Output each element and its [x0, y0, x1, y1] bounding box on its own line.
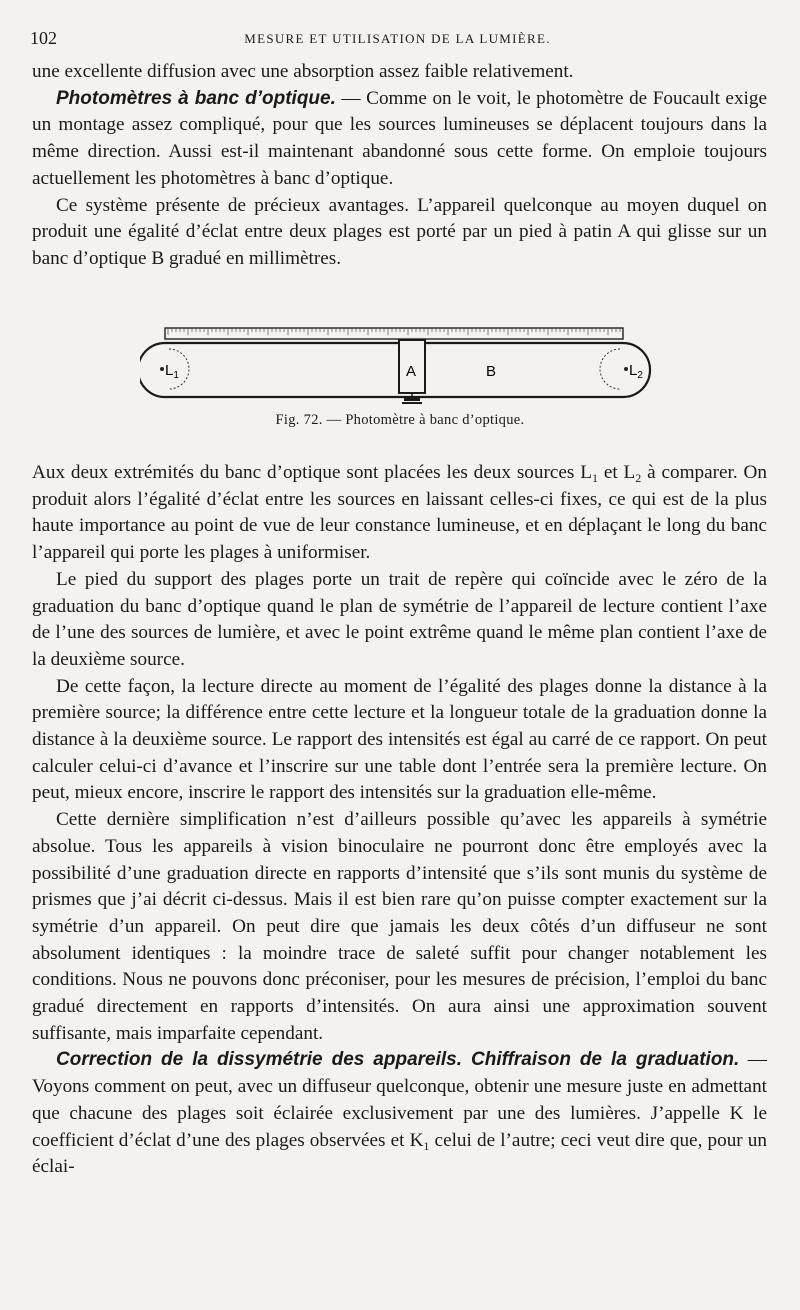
- carriage-label-a: A: [406, 363, 417, 380]
- source-label-l1: $L_1$: [165, 362, 179, 381]
- paragraph-lecture-directe: De cette façon, la lecture directe au moment de l’égalité des plages donne la distance à la première source; la différence entre cette lecture et la longueur totale de la graduation donne la distance à la deuxième source. Le rapport des intensités est égal au carré de ce rapport. On peut calculer celui-ci d’avance et l’inscrire sur une table dont l’entrée sera la première lecture. On peut, mieux encore, inscrire le rapport des intensités sur la graduation elle-même.: [32, 675, 767, 804]
- section-heading-photometres: Photomètres à banc d’optique.: [56, 87, 336, 109]
- page-number: 102: [30, 28, 57, 48]
- bench-rail: [165, 328, 623, 339]
- text-block-bottom: [32, 460, 767, 1181]
- paragraph-simplification: Cette dernière simplification n’est d’ailleurs possible qu’avec les appareils à symétrie absolue. Tous les appareils à vision binoculaire ne pourront donc être employés avec la possibilité d’une graduation directe en rapports d’intensité que s’ils sont munis du système de prismes que j’ai décrit ci-dessus. Mais il est bien rare qu’on puisse compter exactement sur la symétrie d’un appareil. On peut dire que jamais les deux côtés d’un diffuseur ne sont absolument identiques : la moindre trace de saleté suffit pour changer notablement les conditions. Nous ne pouvons donc préconiser, pour les mesures de précision, l’emploi du banc gradué directement en rapports d’intensités. On aura ainsi une approximation souvent suffisante, mais imparfaite cependant.: [32, 809, 767, 1044]
- paragraph-photometres: [32, 86, 767, 193]
- bench-body: [140, 343, 650, 397]
- text-block-top: [32, 59, 767, 273]
- paragraph-pied-support: Le pied du support des plages porte un trait de repère qui coïncide avec le zéro de la graduation du banc d’optique quand le plan de symétrie de l’appareil de lecture contient l’axe de l’une des sources de lumière, et avec le point extrême quand le même plan contient l’axe de la deuxième source.: [32, 568, 767, 670]
- figure-caption: Fig. 72. — Photomètre à banc d’optique.: [275, 412, 525, 428]
- source-lamp-left: [160, 349, 189, 389]
- photometer-carriage: [399, 340, 425, 404]
- paragraph-correction: Correction de la dissymétrie des appareils. Chiffraison de la graduation. — Voyons comment on peut, avec un diffuseur quelconque, obtenir une mesure juste en admettant que chacune des plages soit éclairée exclusivement par une des lumières. J’appelle K le coefficient d’éclat d’une des plages observées et $K_1$ celui de l’autre; ceci veut dire que, pour un éclai-: [32, 1049, 767, 1178]
- paragraph-extremites: Aux deux extrémités du banc d’optique sont placées les deux sources $L_1$ et $L_2$ à comparer. On produit alors l’égalité d’éclat entre les sources en laissant celles-ci fixes, ce qui est de la plus haute importance au point de vue de leur constance lumineuse, et en déplaçant le long du banc l’appareil qui porte les plages à uniformiser.: [32, 462, 767, 564]
- paragraph-continuation: une excellente diffusion avec une absorption assez faible relativement.: [32, 61, 574, 82]
- figure-optical-bench: [140, 318, 680, 418]
- paragraph-photometres-text: — Comme on le voit, le photomètre de Foucault exige un montage assez compliqué, pour que les sources lumineuses se déplacent toujours dans la même direction. Aussi est-il maintenant abandonné sous cette forme. On emploie toujours actuellement les photomètres à banc d’optique.: [32, 87, 767, 189]
- source-label-l2: $L_2$: [629, 362, 643, 381]
- source-lamp-right: [600, 349, 643, 389]
- running-head: MESURE ET UTILISATION DE LA LUMIÈRE.: [244, 31, 551, 46]
- page-header: [30, 28, 765, 52]
- section-heading-correction: Correction de la dissymétrie des appareils. Chiffraison de la graduation.: [56, 1049, 740, 1071]
- bench-label-b: B: [486, 363, 497, 380]
- paragraph-systeme: Ce système présente de précieux avantages. L’appareil quelconque au moyen duquel on produit une égalité d’éclat entre deux plages est porté par un pied à patin A qui glisse sur un banc d’optique B gradué en millimètres.: [32, 194, 767, 269]
